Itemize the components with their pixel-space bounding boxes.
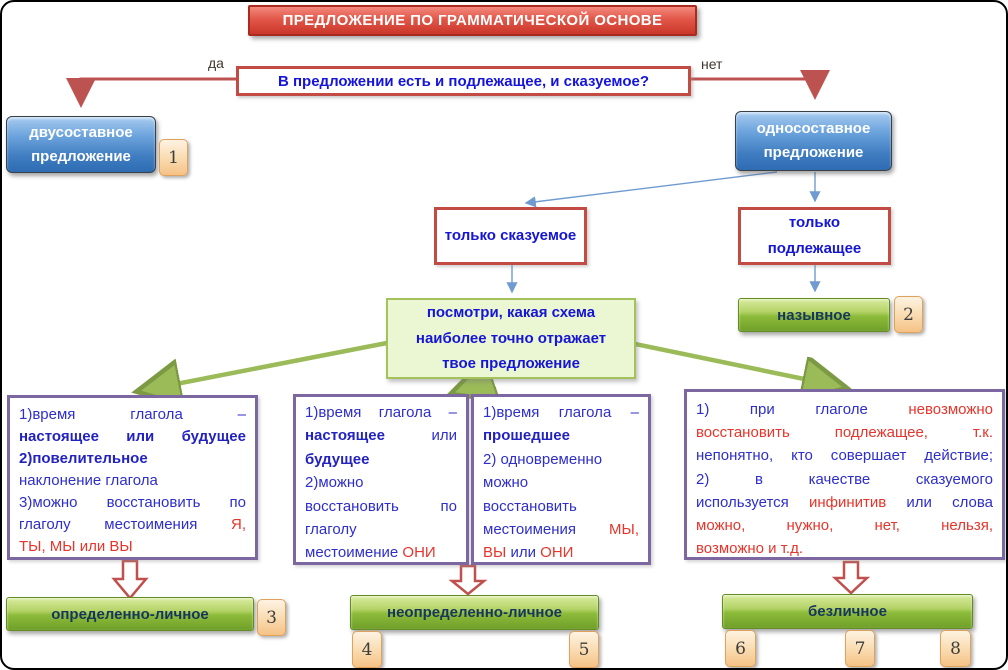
card-definite-personal-rules: 1)время глагола – настоящее или будущее 2)повелительное наклонение глагола 3)можно восстановить по глаголу местоимения Я, ТЫ, МЫ или ВЫ (7, 395, 258, 560)
no-edge-label: нет (701, 56, 723, 72)
badge-8: 8 (940, 630, 971, 667)
badge-4: 4 (352, 631, 382, 668)
block-arrow-impersonal (835, 562, 867, 593)
result-definite-personal: определенно-личное (6, 597, 254, 631)
badge-3: 3 (257, 599, 286, 636)
question-box: В предложении есть и подлежащее, и сказуемое? (236, 66, 691, 96)
card-impersonal-rules: 1) при глаголе невозможно восстановить подлежащее, т.к. непонятно, кто совершает действие; 2) в качестве сказуемого используется инфинитив или слова можно, нужно, нет, нельзя, возможно и т.д. (684, 389, 1005, 560)
yes-edge-label: да (208, 55, 224, 71)
connector-yes-arrow (81, 79, 236, 105)
node-only-predicate: только сказуемое (434, 207, 587, 265)
result-impersonal: безличное (722, 594, 973, 629)
connector-callout-to-left-card (145, 343, 387, 390)
node-two-part-sentence: двусоставное предложение (6, 116, 156, 173)
callout-box: посмотри, какая схема наиболее точно отражает твое предложение (386, 298, 636, 379)
badge-1: 1 (159, 139, 188, 176)
node-one-part-sentence: односоставное предложение (735, 111, 892, 171)
badge-2: 2 (894, 296, 923, 333)
badge-7: 7 (845, 630, 875, 667)
diagram-title: ПРЕДЛОЖЕНИЕ ПО ГРАММАТИЧЕСКОЙ ОСНОВЕ (248, 5, 697, 36)
result-nominative: назывное (738, 298, 890, 332)
connector-callout-to-mid-card (459, 380, 491, 391)
card-indefinite-personal-rules-a: 1)время глагола – настоящее или будущее 2)можно восстановить по глаголу местоимение ОНИ (293, 394, 469, 565)
connector-no-arrow (691, 79, 815, 97)
badge-6: 6 (725, 630, 756, 667)
card-indefinite-personal-rules-b: 1)время глагола – прошедшее 2) одновременно можно восстановить местоимения МЫ, ВЫ или ОНИ (471, 394, 651, 565)
connector-callout-to-right-card (635, 344, 838, 386)
block-arrow-indefinite (452, 566, 484, 594)
connector-onepart-to-predicate (526, 172, 777, 203)
badge-5: 5 (569, 631, 599, 668)
block-arrow-definite (114, 561, 146, 598)
node-only-subject: только подлежащее (738, 207, 891, 265)
result-indefinite-personal: неопределенно-личное (350, 595, 599, 630)
